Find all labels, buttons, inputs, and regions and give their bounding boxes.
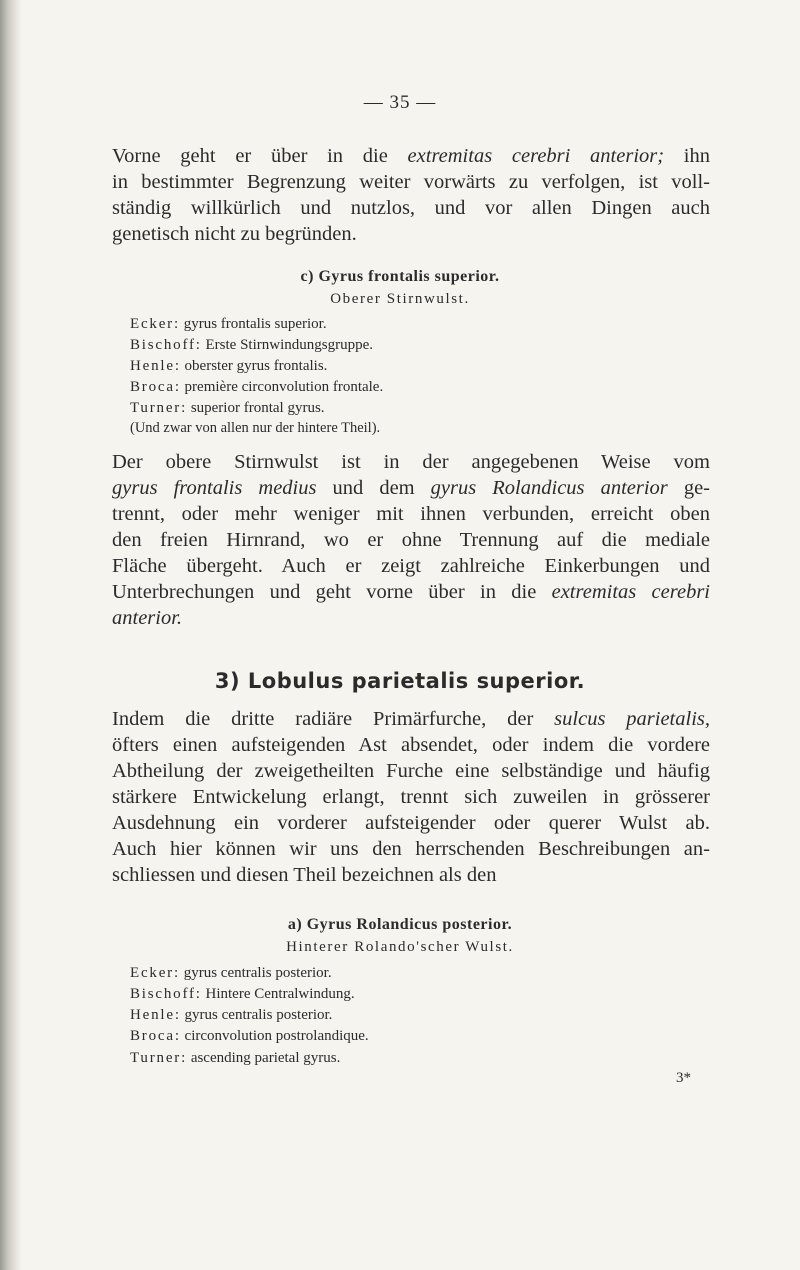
section-title: c) Gyrus frontalis superior. <box>300 268 500 285</box>
section-heading: 3) Lobulus parietalis superior. <box>214 669 586 693</box>
synonym-entry: Ecker: gyrus centralis posterior. <box>130 965 332 981</box>
text-line: gyrus frontalis medius und dem gyrus Rolandicus anterior ge- <box>112 477 710 499</box>
text-line: den freien Hirnrand, wo er ohne Trennung auf die mediale <box>112 529 710 551</box>
synonym-entry: Bischoff: Erste Stirnwindungsgruppe. <box>130 337 373 353</box>
synonym-entry: Turner: superior frontal gyrus. <box>130 400 325 416</box>
text-line: Unterbrechungen und geht vorne über in die extremitas cerebri <box>112 581 710 603</box>
text-line: Auch hier können wir uns den herrschenden Beschreibungen an- <box>112 838 710 860</box>
text-line: in bestimmter Begrenzung weiter vorwärts zu verfolgen, ist voll- <box>112 171 710 193</box>
synonym-entry: Ecker: gyrus frontalis superior. <box>130 316 327 332</box>
text-line: anterior. <box>112 607 183 629</box>
signature-mark: 3* <box>676 1070 691 1086</box>
text-line: ständig willkürlich und nutzlos, und vor allen Dingen auch <box>112 197 710 219</box>
text-line: Indem die dritte radiäre Primärfurche, der sulcus parietalis, <box>112 708 710 730</box>
synonym-entry: Turner: ascending parietal gyrus. <box>130 1050 341 1066</box>
text-line: Ausdehnung ein vorderer aufsteigender oder querer Wulst ab. <box>112 812 710 834</box>
synonym-entry: Broca: circonvolution postrolandique. <box>130 1028 369 1044</box>
text-line: schliessen und diesen Theil bezeichnen als den <box>112 864 497 886</box>
text-line: Vorne geht er über in die extremitas cerebri anterior; ihn <box>112 145 710 167</box>
section-subtitle: Oberer Stirnwulst. <box>330 291 470 307</box>
text-line: trennt, oder mehr weniger mit ihnen verbunden, erreicht oben <box>112 503 710 525</box>
text-line: Fläche übergeht. Auch er zeigt zahlreiche Einkerbungen und <box>112 555 710 577</box>
text-line: stärkere Entwickelung erlangt, trennt sich zuweilen in grösserer <box>112 786 710 808</box>
text-line: Der obere Stirnwulst ist in der angegebenen Weise vom <box>112 451 710 473</box>
synonym-note: (Und zwar von allen nur der hintere Theil). <box>130 420 381 436</box>
synonym-entry: Bischoff: Hintere Centralwindung. <box>130 986 355 1002</box>
text-line: genetisch nicht zu begründen. <box>112 223 357 245</box>
text-line: Abtheilung der zweigetheilten Furche eine selbständige und häufig <box>112 760 710 782</box>
synonym-entry: Henle: oberster gyrus frontalis. <box>130 358 328 374</box>
section-title: a) Gyrus Rolandicus posterior. <box>287 916 513 933</box>
synonym-entry: Henle: gyrus centralis posterior. <box>130 1007 333 1023</box>
page-number: — 35 — <box>363 92 437 113</box>
synonym-entry: Broca: première circonvolution frontale. <box>130 379 384 395</box>
section-subtitle: Hinterer Rolando'scher Wulst. <box>286 939 514 955</box>
text-line: öfters einen aufsteigenden Ast absendet, oder indem die vordere <box>112 734 710 756</box>
